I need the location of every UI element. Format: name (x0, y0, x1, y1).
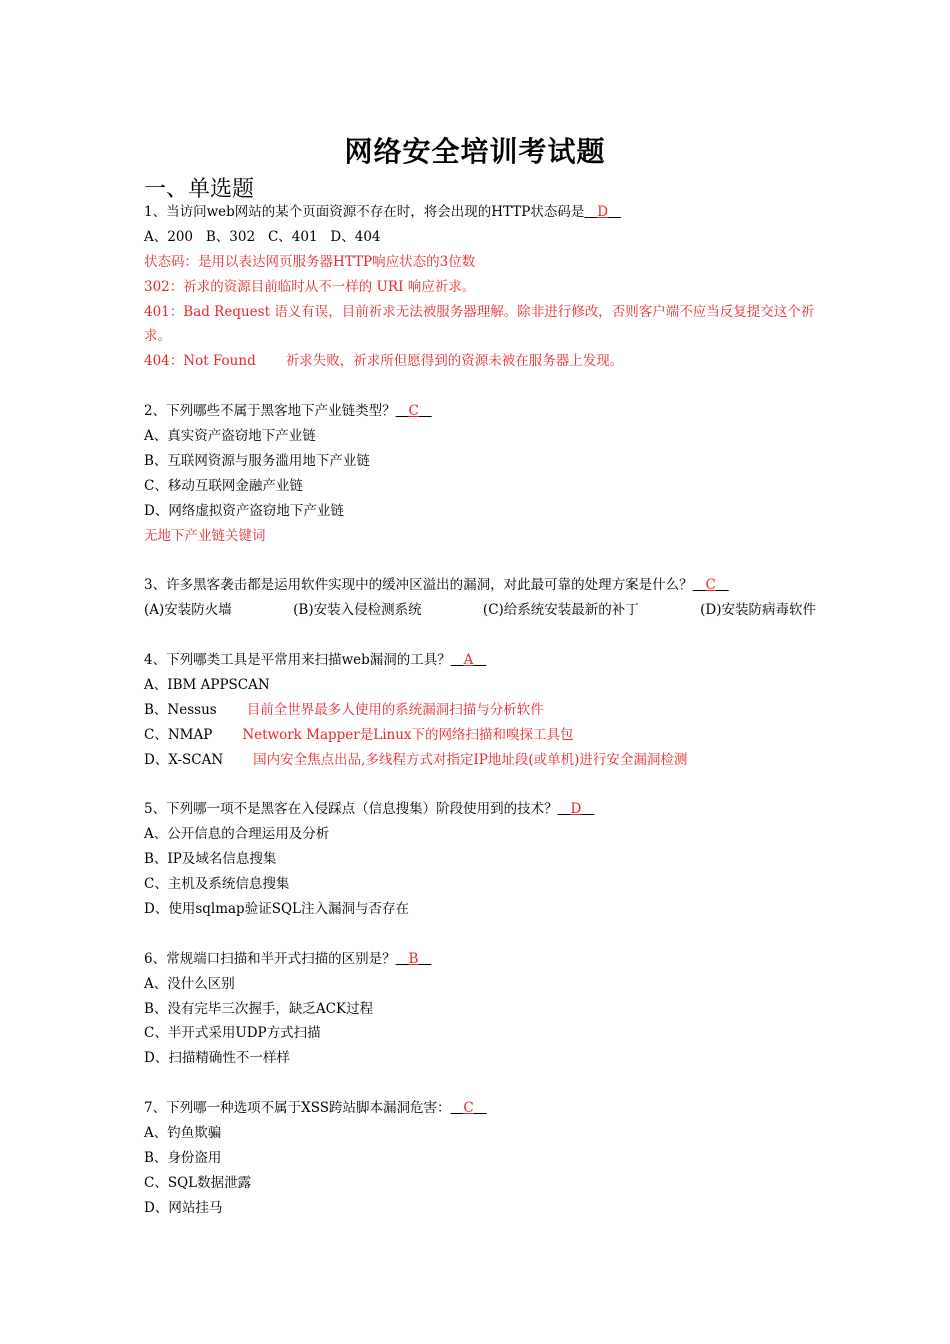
question-6: 6、常规端口扫描和半开式扫描的区别是？ B (144, 950, 419, 967)
option-5a: A、公开信息的合理运用及分析 (144, 826, 330, 843)
question-3: 3、许多黑客袭击都是运用软件实现中的缓冲区溢出的漏洞，对此最可靠的处理方案是什么？ C (144, 577, 716, 594)
option-4a: A、IBM APPSCAN (144, 676, 270, 693)
answer-5: D (570, 801, 582, 818)
page-title: 网络安全培训考试题 (344, 135, 606, 168)
option-6c: C、半开式采用UDP方式扫描 (144, 1025, 321, 1042)
option-2d: D、网络虚拟资产盗窃地下产业链 (144, 502, 344, 519)
options-3 (144, 598, 816, 623)
option-6a: A、没什么区别 (144, 975, 235, 992)
question-1: 1、当访问web网站的某个页面资源不存在时，将会出现的HTTP状态码是 D (144, 204, 609, 220)
answer-7: C (463, 1100, 474, 1117)
answer-6: B (408, 950, 419, 967)
option-3d: (D)安装防病毒软件 (700, 602, 816, 619)
option-6b: B、没有完毕三次握手，缺乏ACK过程 (144, 1000, 374, 1017)
question-5: 5、下列哪一项不是黑客在入侵踩点（信息搜集）阶段使用到的技术？ D (144, 801, 582, 818)
option-7d: D、网站挂马 (144, 1199, 223, 1216)
option-2b: B、互联网资源与服务滥用地下产业链 (144, 452, 370, 469)
option-5d: D、使用sqlmap验证SQL注入漏洞与否存在 (144, 900, 409, 917)
option-3a: (A)安装防火墙 (144, 602, 232, 619)
option-4c: C、NMAP Network Mapper是Linux下的网络扫描和嗅探工具包 (144, 726, 574, 743)
options-1: A、200 B、302 C、401 D、404 (144, 228, 381, 245)
option-7a: A、钓鱼欺骗 (144, 1124, 222, 1141)
option-7b: B、身份盗用 (144, 1149, 222, 1166)
section-heading: 一、单选题 (144, 177, 255, 202)
question-2: 2、下列哪些不属于黑客地下产业链类型？ C (144, 403, 419, 420)
note-2: 无地下产业链关键词 (144, 527, 266, 544)
option-7c: C、SQL数据泄露 (144, 1174, 252, 1191)
option-6d: D、扫描精确性不一样样 (144, 1050, 290, 1067)
option-5c: C、主机及系统信息搜集 (144, 876, 290, 893)
option-2c: C、移动互联网金融产业链 (144, 477, 303, 494)
note-4d: 国内安全焦点出品,多线程方式对指定IP地址段(或单机)进行安全漏洞检测 (253, 751, 688, 768)
question-list (144, 200, 816, 1221)
question-7: 7、下列哪一种选项不属于XSS跨站脚本漏洞危害： C (144, 1100, 474, 1117)
note-1-3: 404：Not Found 祈求失败，祈求所但愿得到的资源未被在服务器上发现。 (144, 353, 624, 370)
option-2a: A、真实资产盗窃地下产业链 (144, 428, 316, 445)
note-4b: 目前全世界最多人使用的系统漏洞扫描与分析软件 (246, 701, 544, 718)
note-1-0: 状态码：是用以表达网页服务器HTTP响应状态的3位数 (144, 253, 476, 270)
note-1-2: 401：Bad Request 语义有误，目前祈求无法被服务器理解。除非进行修改，否则客户端不应当反复提交这个祈求。 (144, 303, 815, 345)
answer-2: C (408, 403, 419, 420)
option-4b: B、Nessus 目前全世界最多人使用的系统漏洞扫描与分析软件 (144, 701, 544, 718)
answer-4: A (463, 652, 474, 669)
question-4: 4、下列哪类工具是平常用来扫描web漏洞的工具？ A (144, 652, 474, 669)
answer-1: D (597, 204, 609, 220)
option-3b: (B)安装入侵检测系统 (293, 602, 422, 619)
note-1-1: 302：祈求的资源目前临时从不一样的 URI 响应祈求。 (144, 278, 476, 295)
option-3c: (C)给系统安装最新的补丁 (482, 602, 639, 619)
note-4c: Network Mapper是Linux下的网络扫描和嗅探工具包 (242, 726, 574, 743)
option-4d: D、X-SCAN 国内安全焦点出品,多线程方式对指定IP地址段(或单机)进行安全漏洞检测 (144, 751, 688, 768)
option-5b: B、IP及域名信息搜集 (144, 851, 277, 868)
answer-3: C (705, 577, 716, 594)
